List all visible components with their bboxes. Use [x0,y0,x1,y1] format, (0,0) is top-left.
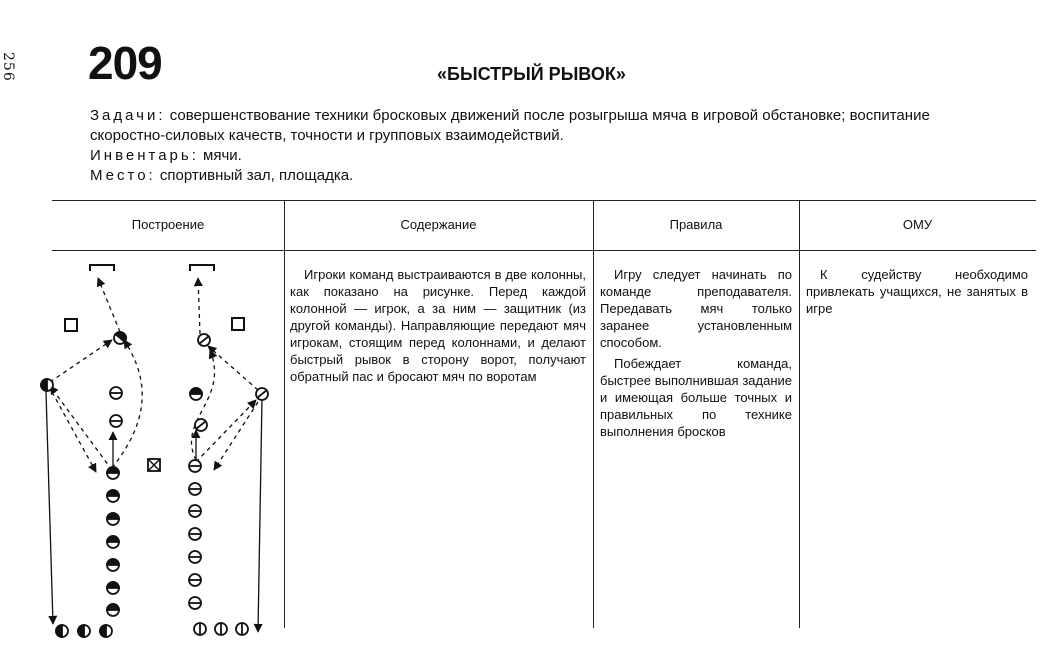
place-text: спортивный зал, площадка. [155,167,354,184]
player-marker [189,483,201,495]
player-marker [194,623,206,635]
rules-text-1: Игру следует начинать по команде преподавателя. Передавать мяч только заранее установленным способом. [600,267,792,350]
right-team-players [189,334,268,635]
defender-marker [110,387,122,399]
goal-left [90,265,114,271]
player-marker [107,536,119,548]
square-marker-left [65,319,77,331]
player-marker [215,623,227,635]
tasks-text: совершенствование техники бросковых движений после розыгрыша мяча в игровой обстановке; воспитание скоростно-силовых качеств, точности и групповых взаимодействий. [90,107,930,144]
header-omu: ОМУ [902,217,933,232]
omu-text: К судейству необходимо привлекать учащихся, не занятых в игре [806,267,1028,316]
page-number: 256 [0,52,16,82]
game-number: 209 [88,37,162,89]
player-marker [189,574,201,586]
square-marker-right [232,318,244,330]
header-rules: Правила [669,217,723,232]
equipment-label: Инвентарь: [90,147,199,164]
player-marker [114,330,128,344]
player-marker [189,460,201,472]
player-marker [107,513,119,525]
game-title: «БЫСТРЫЙ РЫВОК» [437,64,626,84]
player-marker [107,467,119,479]
player-marker [107,604,119,616]
right-team-attackers [190,388,202,400]
player-marker [198,334,210,346]
left-team-players [41,330,128,637]
player-marker [189,528,201,540]
content-text: Игроки команд выстраиваются в две колонны, как показано на рисунке. Перед каждой колонной — игрок, а за ним — защитник (из другой команды). Направляющие передают мяч игрокам, стоящим перед колоннами, и делают быстрый рывок в сторону ворот, получают обратный пас и бросают мяч по воротам [290,267,586,384]
player-marker [189,597,201,609]
defender-marker [110,415,122,427]
player-marker [190,388,202,400]
player-marker [100,625,112,637]
player-marker [41,379,53,391]
right-paths [191,278,262,632]
player-marker [107,490,119,502]
player-marker [107,559,119,571]
player-marker [195,419,207,431]
equipment-text: мячи. [198,147,242,164]
player-marker [189,551,201,563]
header-formation: Построение [131,217,205,232]
goal-right [190,265,214,271]
referee-marker [148,459,160,471]
header-content: Содержание [400,217,477,232]
player-marker [56,625,68,637]
player-marker [107,582,119,594]
place-label: Место: [90,167,156,184]
left-team-defenders [110,387,122,427]
tasks-label: Задачи: [90,107,166,124]
player-marker [189,505,201,517]
player-marker [78,625,90,637]
player-marker [256,388,268,400]
left-paths [46,278,142,624]
rules-text-2: Побеждает команда, быстрее выполнившая задание и имеющая больше точных и правильных по технике выполнения бросков [600,356,792,439]
player-marker [236,623,248,635]
